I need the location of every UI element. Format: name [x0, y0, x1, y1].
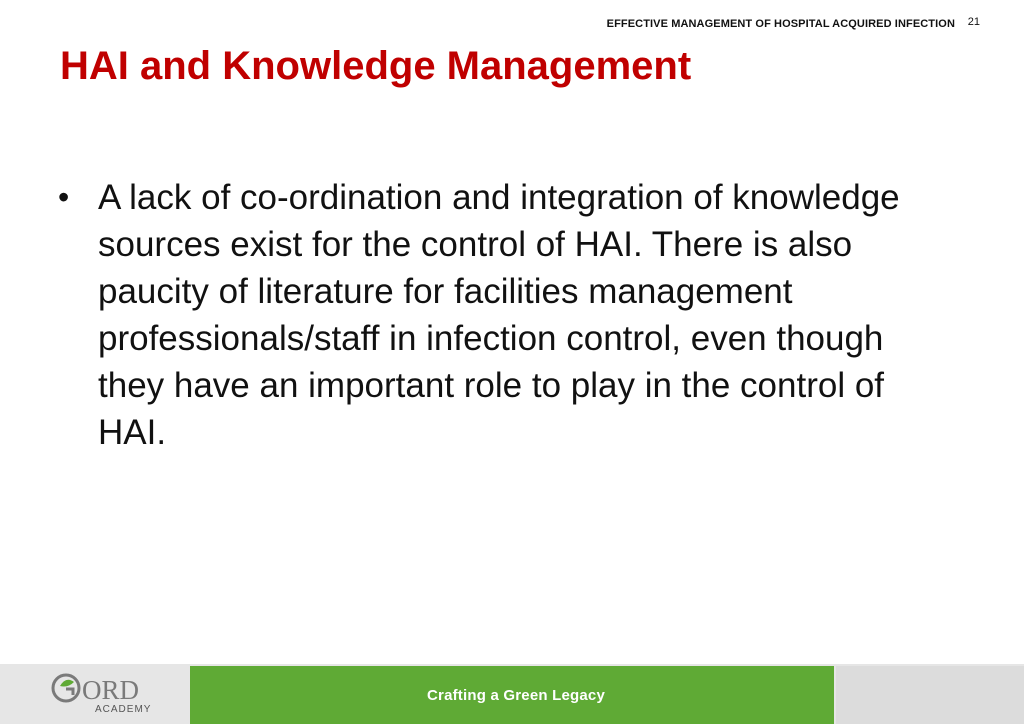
slide-title: HAI and Knowledge Management: [60, 44, 692, 88]
logo-text: ORD: [82, 675, 140, 705]
footer-logo: [0, 664, 188, 724]
bullet-list: [58, 174, 958, 456]
cord-logo-icon: [50, 672, 160, 706]
bullet-item: [58, 174, 958, 456]
footer: [0, 664, 1024, 724]
logo-subtext: ACADEMY: [95, 704, 152, 715]
footer-band: [190, 666, 834, 724]
page-number: 21: [967, 16, 980, 28]
bullet-text: A lack of co-ordination and integration of knowledge sources exist for the control of HAI. There is also paucity of literature for facilities management professionals/staff in infection control, even though they have an important role to play in the control of HAI.: [98, 178, 900, 452]
tagline: Crafting a Green Legacy: [427, 686, 605, 704]
bullet-dot-icon: •: [58, 179, 70, 215]
footer-right-panel: [836, 666, 1024, 724]
header-caption: EFFECTIVE MANAGEMENT OF HOSPITAL ACQUIRED INFECTION: [606, 18, 955, 30]
